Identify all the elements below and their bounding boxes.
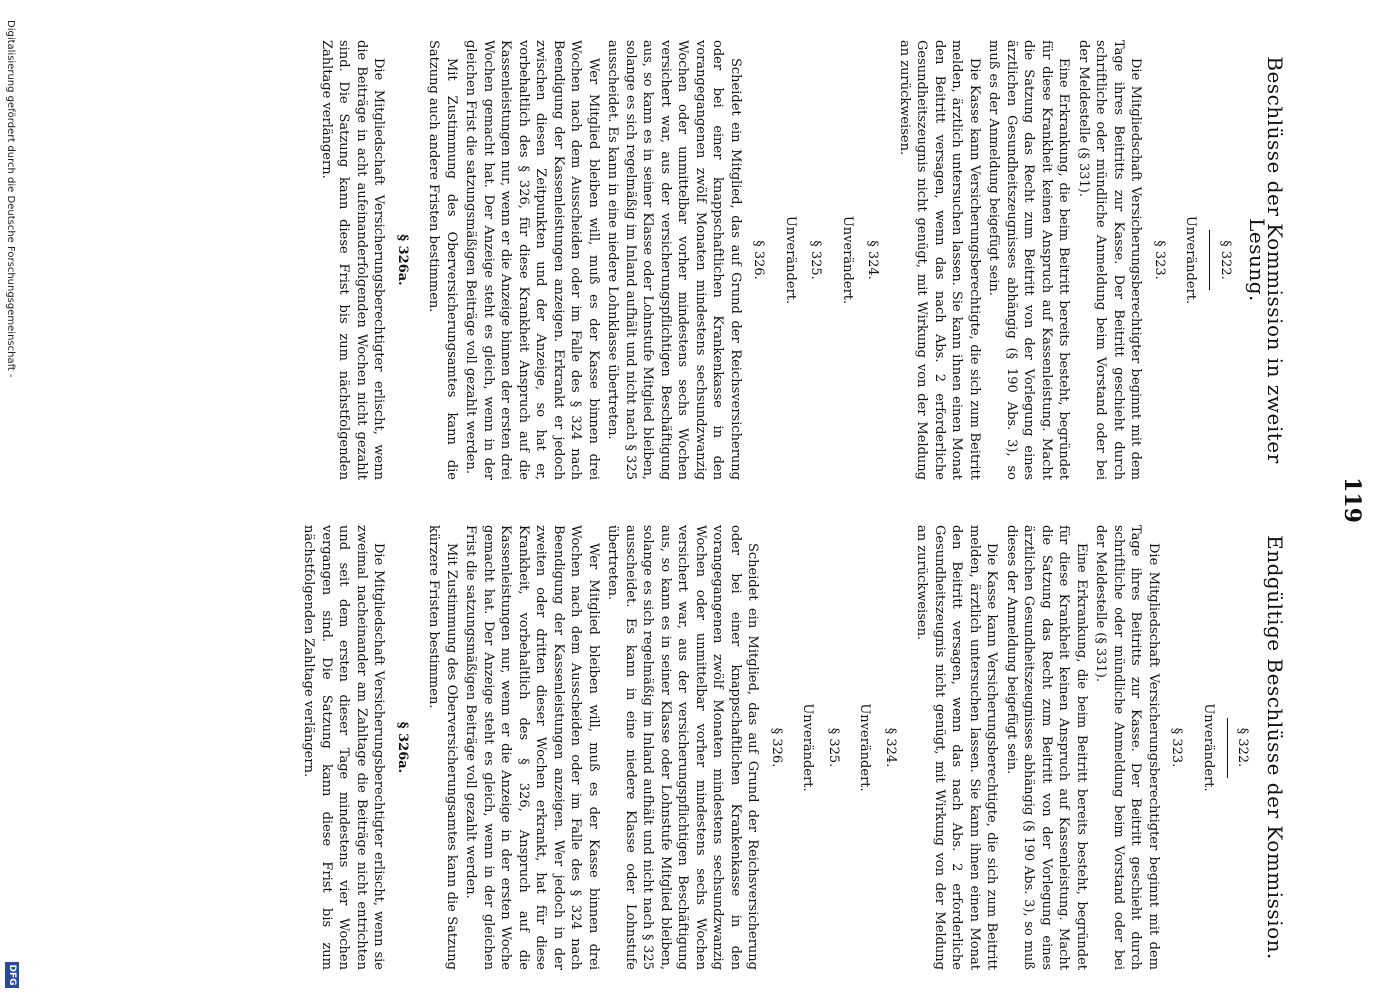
section-paragraph: Wer Mitglied bleiben will, muß es der Kasse binnen drei Wochen nach dem Ausscheiden oder im Falle des § 324 nach Beendigung der Kassenleistungen anzeigen. Wer jedoch in der zweiten oder dritten dieser Wochen erkrankt, hat für diese Krankheit, vorbehaltlich des § 326, Anspruch auf die Kassenleistungen nur, wenn er die Anzeige in der ersten Woche gemacht hat. Der Anzeige steht es gleich, wenn in der gleichen Frist die satzungsmäßigen Beiträge voll gezahlt werden. [463,525,601,970]
unchanged-note: Unverändert. [857,703,873,792]
footer-credit-text: Digitalisierung gefördert durch die Deutsche Forschungsgemeinschaft - [5,20,16,378]
right-column [53,525,1287,970]
left-column-title: Beschlüsse der Kommission in zweiter Lesung. [1245,56,1287,464]
dfg-logo: DFG [5,962,19,988]
section-heading: § 325. [826,727,841,768]
section-heading: § 323. [1152,240,1167,280]
section-paragraph: Eine Erkrankung, die beim Beitritt bereits besteht, begründet für diese Krankheit keinen Anspruch auf Kassenleistung. Macht die Satzung das Recht zum Beitritt von der Vorlegung eines ärztlichen Gesundheitszeugnisses abhängig (§ 190 Abs. 3), so muß es der Anmeldung beigefügt sein. [986,40,1072,480]
left-column-sections [318,40,1235,480]
section-heading: § 322. [1235,727,1251,768]
heading-rule [1210,230,1211,290]
section-heading: § 324. [883,727,898,768]
unchanged-note: Unverändert. [840,215,855,305]
section-heading: § 325. [808,240,824,280]
section-paragraph: Die Kasse kann Versicherungsberechtigte, die sich zum Beitritt melden, ärztlich untersuchen lassen. Sie kann ihnen einen Monat den Beitritt versagen, wenn das nach Abs. 2 erforderliche Gesundheitszeugnis nicht genügt, mit Wirkung von der Meldung an zurückweisen. [897,40,982,480]
unchanged-note: Unverändert. [783,215,798,305]
section-paragraph: Wer Mitglied bleiben will, muß es der Kasse binnen drei Wochen nach dem Ausscheiden oder im Falle des § 324 nach Beendigung der Kassenleistungen anzeigen. Erkrankt er jedoch zwischen diesen Zeitpunkten und der Anzeige, so hat er, vorbehaltlich des § 326, für diese Krankheit Anspruch auf die Kassenleistungen nur, wenn er die Anzeige binnen der ersten drei Wochen gemacht hat. Der Anzeige steht es gleich, wenn in der gleichen Frist die satzungsmäßigen Beiträge voll gezahlt werden. [463,40,601,480]
section-paragraph: Die Mitgliedschaft Versicherungsberechtigter erlischt, wenn die Beiträge in acht aufeinanderfolgenden Wochen nicht gezahlt sind. Die Satzung kann diese Frist bis zum nächstfolgenden Zahltage verlängern. [319,40,387,480]
unchanged-note: Unverändert. [800,703,816,792]
section-heading: § 324. [865,240,881,280]
unchanged-note: Unverändert. [1183,215,1199,305]
section-paragraph: Eine Erkrankung, die beim Beitritt bereits besteht, begründet für diese Krankheit keinen Anspruch auf Kassenleistung. Macht die Satzung das Recht zum Beitritt von der Vorlegung eines ärztlichen Gesundheitszeugnisses abhängig (§ 190 Abs. 3), so muß dieses der Anmeldung beigefügt sein. [1004,525,1089,970]
left-column [53,40,1287,480]
section-paragraph: Die Mitgliedschaft Versicherungsberechtigter beginnt mit dem Tage ihres Beitritts zur Kasse. Der Beitritt geschieht durch schriftliche oder mündliche Anmeldung beim Vorstand oder bei der Meldestelle (§ 331). [1076,40,1144,480]
section-heading: § 326a. [395,721,410,774]
section-paragraph: Scheidet ein Mitglied, das auf Grund der Reichsversicherung oder bei einer knappschaftlichen Krankenkasse in den vorangegangenen zwölf Monaten mindestens sechsundzwanzig Wochen oder unmittelbar vorher mindestens sechs Wochen versichert war, aus der versicherungspflichtigen Beschäftigung aus, so kann es in seiner Klasse oder Lohnstufe Mitglied bleiben, solange es sich regelmäßig im Inland aufhält und nicht nach § 325 ausscheidet. Es kann in eine niedere Lohnklasse übertreten. [605,40,743,480]
section-paragraph: Die Kasse kann Versicherungsberechtigte, die sich zum Beitritt melden, ärztlich untersuchen lassen. Sie kann ihnen einen Monat den Beitritt versagen, wenn das nach Abs. 2 erforderliche Gesundheitszeugnis nicht genügt, mit Wirkung von der Meldung an zurückweisen. [914,525,1000,970]
section-paragraph: Mit Zustimmung des Oberversicherungsamtes kann die Satzung auch andere Fristen bestimmen. [426,40,459,480]
heading-rule [1227,718,1228,778]
page-number: 119 [1339,477,1365,523]
section-heading: § 326. [751,240,767,280]
right-column-title: Endgültige Beschlüsse der Kommission. [1263,535,1287,960]
right-column-sections [300,525,1252,970]
section-paragraph: Die Mitgliedschaft Versicherungsberechtigter erlischt, wenn sie zweimal nacheinander am Zahltage die Beiträge nicht entrichten und seit dem ersten dieser Tage mindestens vier Wochen vergangen sind. Die Satzung kann diese Frist bis zum nächstfolgenden Zahltage verlängern. [301,525,387,970]
section-paragraph: Mit Zustimmung des Oberversicherungsamtes kann die Satzung kürzere Fristen bestimmen. [426,525,459,970]
section-paragraph: Scheidet ein Mitglied, das auf Grund der Reichsversicherung oder bei einer knappschaftlichen Krankenkasse in den vorangegangenen zwölf Monaten mindestens sechsundzwanzig Wochen oder unmittelbar vorher mindestens sechs Wochen versichert war, aus der versicherungspflichtigen Beschäftigung aus, so kann es in seiner Klasse oder Lohnstufe Mitglied bleiben, solange es sich regelmäßig im Inland aufhält und nicht nach § 325 ausscheidet. Es kann in eine niedere Klasse oder Lohnstufe übertreten. [605,525,761,970]
section-heading: § 322. [1218,240,1233,280]
section-paragraph: Die Mitgliedschaft Versicherungsberechtigter beginnt mit dem Tage ihres Beitritts zur Kasse. Der Beitritt geschieht durch schriftliche oder mündliche Anmeldung beim Vorstand oder bei der Meldestelle (§ 331). [1093,525,1161,970]
section-heading: § 323. [1169,727,1185,768]
section-heading: § 326a. [395,234,410,286]
section-heading: § 326. [769,727,784,768]
unchanged-note: Unverändert. [1201,703,1216,792]
